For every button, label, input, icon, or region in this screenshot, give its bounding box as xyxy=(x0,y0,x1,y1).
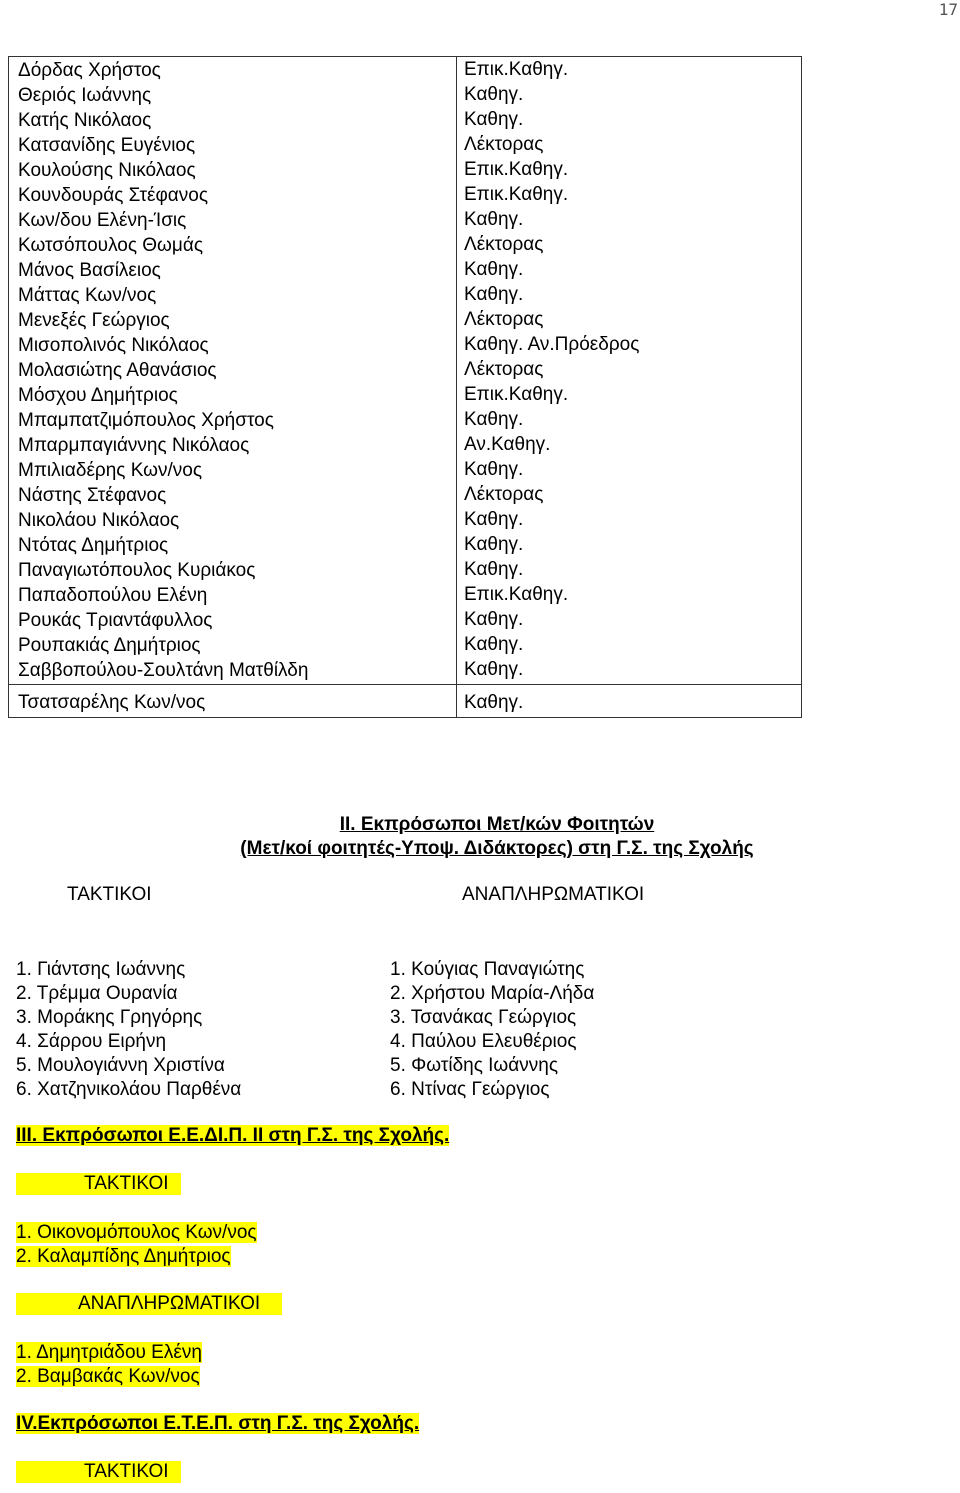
list-item: 6. Χατζηνικολάου Παρθένα xyxy=(16,1079,242,1100)
section2-alternate-label: ΑΝΑΠΛΗΡΩΜΑΤΙΚΟΙ xyxy=(462,884,645,905)
staff-name: Δόρδας Χρήστος xyxy=(18,60,161,81)
staff-name: Νάστης Στέφανος xyxy=(18,485,167,506)
list-item: 4. Σάρρου Ειρήνη xyxy=(16,1031,167,1052)
staff-name: Κων/δου Ελένη-Ίσις xyxy=(18,210,187,231)
staff-rank: Επικ.Καθηγ. xyxy=(464,159,569,180)
section4-regular-label-text: ΤΑΚΤΙΚΟΙ xyxy=(16,1461,181,1483)
staff-rank: Καθηγ. xyxy=(464,559,524,580)
staff-rank: Καθηγ. xyxy=(464,659,524,680)
table-cell-name: Τσατσαρέλης Κων/νος xyxy=(9,685,457,718)
staff-name: Σαββοπούλου-Σουλτάνη Ματθίλδη xyxy=(18,660,309,681)
page-number: 17 xyxy=(938,0,958,19)
staff-name: Θεριός Ιωάννης xyxy=(18,85,152,106)
list-item xyxy=(16,1365,202,1389)
staff-rank: Λέκτορας xyxy=(464,234,544,255)
list-item-text: 1. Οικονομόπουλος Κων/νος xyxy=(16,1222,257,1243)
list-item: 2. Τρέμμα Ουρανία xyxy=(16,983,178,1004)
staff-rank: Καθηγ. xyxy=(464,609,524,630)
section3-alternate-list xyxy=(16,1341,202,1389)
staff-rank: Επικ.Καθηγ. xyxy=(464,59,569,80)
list-item: 2. Χρήστου Μαρία-Λήδα xyxy=(390,983,595,1004)
staff-rank: Καθηγ. xyxy=(464,634,524,655)
staff-rank: Καθηγ. xyxy=(464,459,524,480)
section4-title-text: IV.Εκπρόσωποι Ε.Τ.Ε.Π. στη Γ.Σ. της Σχολής. xyxy=(16,1413,420,1434)
section3-regular-label xyxy=(16,1173,181,1195)
list-item-text: 2. Καλαμπίδης Δημήτριος xyxy=(16,1246,231,1267)
section4-regular-label xyxy=(16,1461,181,1483)
staff-name: Μάνος Βασίλειος xyxy=(18,260,161,281)
staff-name: Ρουκάς Τριαντάφυλλος xyxy=(18,610,213,631)
section4-title xyxy=(16,1413,419,1435)
staff-rank: Επικ.Καθηγ. xyxy=(464,584,569,605)
staff-rank: Λέκτορας xyxy=(464,359,544,380)
section2-regular-label: ΤΑΚΤΙΚΟΙ xyxy=(67,884,152,905)
staff-rank: Λέκτορας xyxy=(464,309,544,330)
staff-name: Μόσχου Δημήτριος xyxy=(18,385,178,406)
list-item: 5. Φωτίδης Ιωάννης xyxy=(390,1055,558,1076)
list-item: 4. Παύλου Ελευθέριος xyxy=(390,1031,577,1052)
staff-rank: Καθηγ. xyxy=(464,509,524,530)
section2-title: ΙΙ. Εκπρόσωποι Μετ/κών Φοιτητών xyxy=(339,814,655,835)
staff-rank: Αν.Καθηγ. xyxy=(464,434,551,455)
staff-rank: Καθηγ. Αν.Πρόεδρος xyxy=(464,334,640,355)
list-item xyxy=(16,1245,257,1269)
staff-rank: Καθηγ. xyxy=(464,409,524,430)
table-cell-rank: Καθηγ. xyxy=(457,685,802,718)
staff-name: Μενεξές Γεώργιος xyxy=(18,310,170,331)
staff-name: Μολασιώτης Αθανάσιος xyxy=(18,360,217,381)
staff-rank: Λέκτορας xyxy=(464,484,544,505)
names-column xyxy=(9,57,457,685)
list-item: 1. Γιάντσης Ιωάννης xyxy=(16,959,186,980)
staff-name: Κατής Νικόλαος xyxy=(18,110,152,131)
staff-name: Παπαδοπούλου Ελένη xyxy=(18,585,208,606)
staff-name: Κουλούσης Νικόλαος xyxy=(18,160,196,181)
section3-regular-list xyxy=(16,1221,257,1269)
staff-name: Μπαρμπαγιάννης Νικόλαος xyxy=(18,435,250,456)
staff-rank: Καθηγ. xyxy=(464,259,524,280)
list-item: 3. Μοράκης Γρηγόρης xyxy=(16,1007,203,1028)
staff-rank: Επικ.Καθηγ. xyxy=(464,184,569,205)
table-row xyxy=(9,57,802,685)
staff-name: Κατσανίδης Ευγένιος xyxy=(18,135,196,156)
staff-rank: Καθηγ. xyxy=(464,209,524,230)
staff-rank: Καθηγ. xyxy=(464,534,524,555)
staff-name: Μπαμπατζιμόπουλος Χρήστος xyxy=(18,410,274,431)
list-item: 6. Ντίνας Γεώργιος xyxy=(390,1079,550,1100)
section3-title-text: ΙΙΙ. Εκπρόσωποι Ε.Ε.ΔΙ.Π. ΙΙ στη Γ.Σ. της Σχολής. xyxy=(16,1125,450,1146)
list-item-text: 1. Δημητριάδου Ελένη xyxy=(16,1342,202,1363)
list-item: 1. Κούγιας Παναγιώτης xyxy=(390,959,585,980)
list-item xyxy=(16,1221,257,1245)
staff-name: Νικολάου Νικόλαος xyxy=(18,510,180,531)
staff-rank: Καθηγ. xyxy=(464,109,524,130)
staff-name: Παναγιωτόπουλος Κυριάκος xyxy=(18,560,256,581)
staff-name: Μισοπολινός Νικόλαος xyxy=(18,335,209,356)
staff-name: Ρουπακιάς Δημήτριος xyxy=(18,635,201,656)
section3-alternate-label xyxy=(16,1293,282,1315)
staff-name: Κωτσόπουλος Θωμάς xyxy=(18,235,203,256)
staff-rank: Καθηγ. xyxy=(464,284,524,305)
ranks-column xyxy=(457,57,802,685)
staff-table xyxy=(8,56,802,718)
section3-alternate-label-text: ΑΝΑΠΛΗΡΩΜΑΤΙΚΟΙ xyxy=(16,1293,282,1315)
section2-regular-list xyxy=(16,958,241,1102)
list-item: 3. Τσανάκας Γεώργιος xyxy=(390,1007,577,1028)
section3-regular-label-text: ΤΑΚΤΙΚΟΙ xyxy=(16,1173,181,1195)
staff-name: Μάττας Κων/νος xyxy=(18,285,157,306)
staff-rank: Καθηγ. xyxy=(464,84,524,105)
list-item-text: 2. Βαμβακάς Κων/νος xyxy=(16,1366,200,1387)
section2-subtitle: (Μετ/κοί φοιτητές-Υποψ. Διδάκτορες) στη Γ.Σ. της Σχολής xyxy=(240,838,754,859)
staff-rank: Επικ.Καθηγ. xyxy=(464,384,569,405)
section2-alternate-list xyxy=(390,958,594,1102)
staff-name: Μπιλιαδέρης Κων/νος xyxy=(18,460,202,481)
list-item xyxy=(16,1341,202,1365)
table-row xyxy=(9,685,802,718)
staff-name: Ντότας Δημήτριος xyxy=(18,535,169,556)
list-item: 5. Μουλογιάννη Χριστίνα xyxy=(16,1055,225,1076)
section3-title xyxy=(16,1125,449,1147)
staff-name: Κουνδουράς Στέφανος xyxy=(18,185,208,206)
staff-rank: Λέκτορας xyxy=(464,134,544,155)
